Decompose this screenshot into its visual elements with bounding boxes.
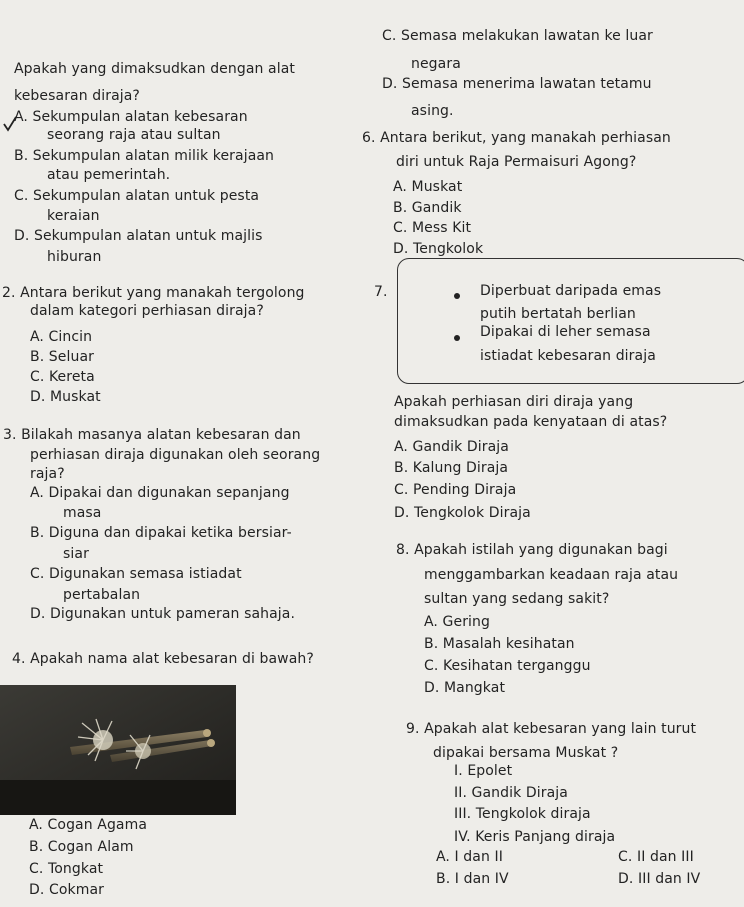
statement-text: istiadat kebesaran diraja <box>480 348 656 364</box>
option-c: C. Mess Kit <box>393 220 472 236</box>
question-text: perhiasan diraja digunakan oleh seorang <box>30 447 321 463</box>
question-text: raja? <box>30 466 65 482</box>
bullet-dot-icon <box>454 293 460 299</box>
question-text: dipakai bersama Muskat ? <box>433 745 619 761</box>
question-text: 8. Apakah istilah yang digunakan bagi <box>396 542 668 558</box>
option-b: B. Gandik <box>393 200 462 216</box>
question-text: sultan yang sedang sakit? <box>424 591 610 607</box>
option-d: D. Mangkat <box>424 680 506 696</box>
option-b: B. I dan IV <box>436 871 509 887</box>
option-a: A. Gering <box>424 614 490 630</box>
question-text: 9. Apakah alat kebesaran yang lain turut <box>406 721 697 737</box>
question-text: kebesaran diraja? <box>14 88 140 104</box>
question-text: 2. Antara berikut yang manakah tergolong <box>2 285 305 301</box>
option-c: C. Kesihatan terganggu <box>424 658 591 674</box>
option-a: A. Cogan Agama <box>29 817 148 833</box>
option-d-cont: asing. <box>411 103 454 119</box>
option-a: A. Cincin <box>30 329 93 345</box>
statement-text: putih bertatah berlian <box>480 306 636 322</box>
question-text: dalam kategori perhiasan diraja? <box>30 303 264 319</box>
option-a: A. Gandik Diraja <box>394 439 509 455</box>
option-c: C. Semasa melakukan lawatan ke luar <box>382 28 653 44</box>
option-d: D. Digunakan untuk pameran sahaja. <box>30 606 296 622</box>
statement-text: Dipakai di leher semasa <box>480 324 651 340</box>
option-a: A. Muskat <box>393 179 463 195</box>
option-b: B. Sekumpulan alatan milik kerajaan <box>14 148 275 164</box>
option-c: C. Sekumpulan alatan untuk pesta <box>14 188 260 204</box>
question-text: 4. Apakah nama alat kebesaran di bawah? <box>12 651 314 667</box>
option-c-cont: negara <box>411 56 461 72</box>
question-text: Apakah perhiasan diri diraja yang <box>394 394 634 410</box>
option-a: A. Dipakai dan digunakan sepanjang <box>30 485 290 501</box>
option-d: D. Semasa menerima lawatan tetamu <box>382 76 652 92</box>
option-b-cont: siar <box>63 546 89 562</box>
question-text: 6. Antara berikut, yang manakah perhiasan <box>362 130 671 146</box>
question-text: diri untuk Raja Permaisuri Agong? <box>396 154 637 170</box>
option-b: B. Masalah kesihatan <box>424 636 575 652</box>
option-a: A. I dan II <box>436 849 503 865</box>
option-d: D. Tengkolok <box>393 241 484 257</box>
item-iv: IV. Keris Panjang diraja <box>454 829 616 845</box>
option-b: B. Seluar <box>30 349 95 365</box>
option-a-cont: masa <box>63 505 102 521</box>
item-iii: III. Tengkolok diraja <box>454 806 591 822</box>
option-d: D. Muskat <box>30 389 101 405</box>
option-c: C. Kereta <box>30 369 95 385</box>
option-c: C. II dan III <box>618 849 694 865</box>
option-c-cont: pertabalan <box>63 587 141 603</box>
question-text: Apakah yang dimaksudkan dengan alat <box>14 61 295 77</box>
option-d: D. Cokmar <box>29 882 105 898</box>
question-text: 3. Bilakah masanya alatan kebesaran dan <box>3 427 301 443</box>
option-c: C. Tongkat <box>29 861 104 877</box>
item-i: I. Epolet <box>454 763 513 779</box>
option-b: B. Diguna dan dipakai ketika bersiar- <box>30 525 292 541</box>
question-text: dimaksudkan pada kenyataan di atas? <box>394 414 668 430</box>
option-b-cont: atau pemerintah. <box>47 167 171 183</box>
bullet-dot-icon <box>454 335 460 341</box>
option-b: B. Cogan Alam <box>29 839 134 855</box>
sceptre-photo-icon <box>0 685 236 815</box>
statement-text: Diperbuat daripada emas <box>480 283 662 299</box>
item-ii: II. Gandik Diraja <box>454 785 568 801</box>
option-a-cont: seorang raja atau sultan <box>47 127 221 143</box>
option-c-cont: keraian <box>47 208 100 224</box>
option-b: B. Kalung Diraja <box>394 460 509 476</box>
option-d: D. Sekumpulan alatan untuk majlis <box>14 228 263 244</box>
option-d: D. Tengkolok Diraja <box>394 505 531 521</box>
option-a: A. Sekumpulan alatan kebesaran <box>14 109 248 125</box>
question-text: menggambarkan keadaan raja atau <box>424 567 679 583</box>
option-d: D. III dan IV <box>618 871 701 887</box>
option-c: C. Digunakan semasa istiadat <box>30 566 242 582</box>
option-c: C. Pending Diraja <box>394 482 517 498</box>
question-number: 7. <box>374 284 388 300</box>
option-d-cont: hiburan <box>47 249 102 265</box>
